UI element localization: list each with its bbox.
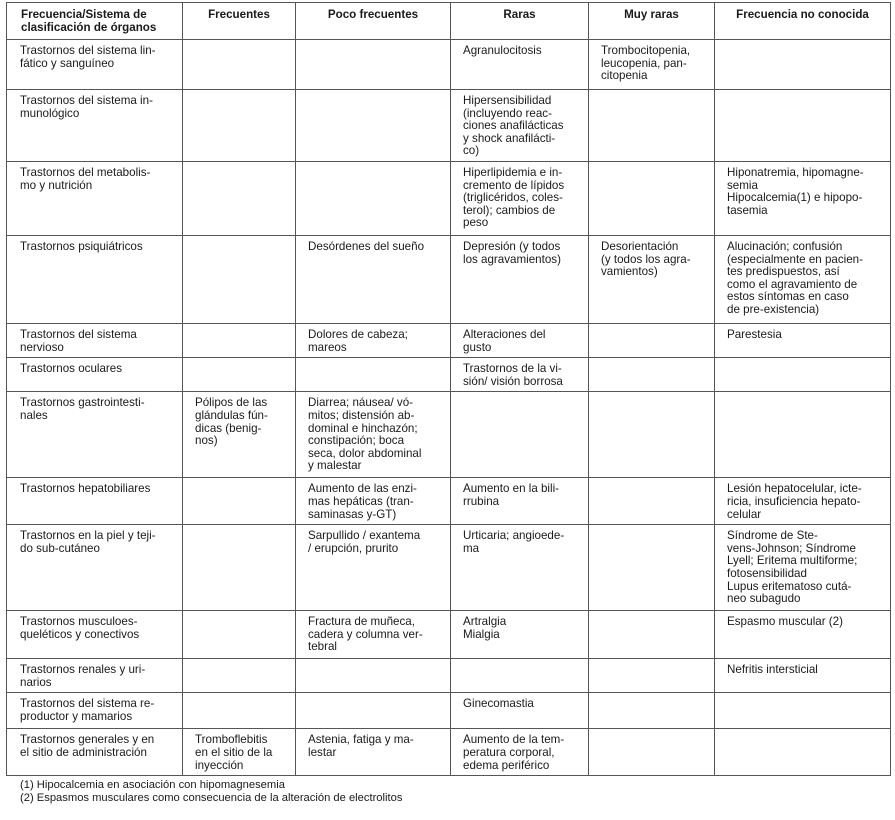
header-uncommon: Poco frecuentes (296, 3, 451, 40)
organ-class-cell: Trastornos del sistema lin- fático y sanguíneo (7, 40, 183, 90)
organ-class-cell: Trastornos generales y en el sitio de administración (7, 729, 183, 776)
very-rare-cell (589, 324, 715, 358)
uncommon-cell (296, 358, 451, 392)
footnote-1: (1) Hipocalcemia en asociación con hipomagnesemia (20, 779, 285, 791)
organ-class-cell: Trastornos oculares (7, 358, 183, 392)
organ-class-cell: Trastornos en la piel y teji- do sub-cutáneo (7, 525, 183, 611)
frequent-cell (183, 693, 296, 729)
unknown-frequency-cell: Espasmo muscular (2) (715, 611, 891, 659)
header-frequent: Frecuentes (183, 3, 296, 40)
unknown-frequency-cell: Lesión hepatocelular, icte- ricia, insuficiencia hepato- celular (715, 478, 891, 525)
very-rare-cell: Desorientación (y todos los agra- vamientos) (589, 236, 715, 324)
rare-cell: Hiperlipidemia e in- cremento de lípidos (triglicéridos, coles- terol); cambios de peso (451, 162, 589, 236)
frequent-cell (183, 525, 296, 611)
footnote-2: (2) Espasmos musculares como consecuencia de la alteración de electrolitos (20, 792, 403, 804)
unknown-frequency-cell (715, 358, 891, 392)
header-rare: Raras (451, 3, 589, 40)
uncommon-cell: Sarpullido / exantema / erupción, prurito (296, 525, 451, 611)
frequent-cell: Tromboflebitis en el sitio de la inyección (183, 729, 296, 776)
frequent-cell (183, 659, 296, 693)
frequent-cell (183, 324, 296, 358)
organ-class-cell: Trastornos gastrointesti- nales (7, 392, 183, 478)
frequent-cell (183, 90, 296, 162)
unknown-frequency-cell: Hiponatremia, hipomagne- semia Hipocalcemia(1) e hipopo- tasemia (715, 162, 891, 236)
rare-cell: Aumento en la bili- rrubina (451, 478, 589, 525)
frequent-cell (183, 236, 296, 324)
table-row (7, 525, 891, 611)
frequent-cell (183, 162, 296, 236)
organ-class-cell: Trastornos del sistema in- munológico (7, 90, 183, 162)
frequent-cell (183, 40, 296, 90)
very-rare-cell (589, 729, 715, 776)
uncommon-cell (296, 162, 451, 236)
uncommon-cell: Astenia, fatiga y ma- lestar (296, 729, 451, 776)
organ-class-cell: Trastornos del sistema nervioso (7, 324, 183, 358)
rare-cell: Ginecomastia (451, 693, 589, 729)
uncommon-cell: Diarrea; náusea/ vó- mitos; distensión ab- dominal e hinchazón; constipación; boca seca, dolor abdominal y malestar (296, 392, 451, 478)
table-row (7, 693, 891, 729)
very-rare-cell (589, 611, 715, 659)
uncommon-cell: Desórdenes del sueño (296, 236, 451, 324)
unknown-frequency-cell (715, 729, 891, 776)
uncommon-cell (296, 90, 451, 162)
frequent-cell: Pólipos de las glándulas fún- dicas (benig- nos) (183, 392, 296, 478)
organ-class-cell: Trastornos del metabolis- mo y nutrición (7, 162, 183, 236)
frequent-cell (183, 358, 296, 392)
table-row (7, 40, 891, 90)
unknown-frequency-cell: Alucinación; confusión (especialmente en pacien- tes predispuestos, así como el agravamiento de estos síntomas en caso de pre-existencia) (715, 236, 891, 324)
uncommon-cell: Dolores de cabeza; mareos (296, 324, 451, 358)
header-organ-class: Frecuencia/Sistema de clasificación de órganos (7, 3, 183, 40)
unknown-frequency-cell (715, 40, 891, 90)
unknown-frequency-cell: Nefritis intersticial (715, 659, 891, 693)
organ-class-cell: Trastornos hepatobiliares (7, 478, 183, 525)
very-rare-cell (589, 90, 715, 162)
rare-cell: Trastornos de la vi- sión/ visión borrosa (451, 358, 589, 392)
table-row (7, 236, 891, 324)
uncommon-cell: Aumento de las enzi- mas hepáticas (tran- saminasas y-GT) (296, 478, 451, 525)
very-rare-cell (589, 478, 715, 525)
very-rare-cell: Trombocitopenia, leucopenia, pan- citopenia (589, 40, 715, 90)
rare-cell: Urticaria; angioede- ma (451, 525, 589, 611)
very-rare-cell (589, 162, 715, 236)
rare-cell: Artralgia Mialgia (451, 611, 589, 659)
table-row (7, 90, 891, 162)
rare-cell: Hipersensibilidad (incluyendo reac- ciones anafilácticas y shock anafilácti- co) (451, 90, 589, 162)
unknown-frequency-cell (715, 392, 891, 478)
table-row (7, 324, 891, 358)
table-row (7, 392, 891, 478)
table-row (7, 162, 891, 236)
table-header-row (7, 3, 891, 40)
table-row (7, 659, 891, 693)
unknown-frequency-cell: Parestesia (715, 324, 891, 358)
uncommon-cell (296, 40, 451, 90)
uncommon-cell: Fractura de muñeca, cadera y columna ver- tebral (296, 611, 451, 659)
rare-cell: Depresión (y todos los agravamientos) (451, 236, 589, 324)
rare-cell: Alteraciones del gusto (451, 324, 589, 358)
organ-class-cell: Trastornos musculoes- queléticos y conectivos (7, 611, 183, 659)
rare-cell (451, 659, 589, 693)
unknown-frequency-cell (715, 90, 891, 162)
very-rare-cell (589, 659, 715, 693)
unknown-frequency-cell: Síndrome de Ste- vens-Johnson; Síndrome Lyell; Eritema multiforme; fotosensibilidad Lupus eritematoso cutá- neo subagudo (715, 525, 891, 611)
frequent-cell (183, 611, 296, 659)
table-row (7, 478, 891, 525)
uncommon-cell (296, 693, 451, 729)
very-rare-cell (589, 525, 715, 611)
organ-class-cell: Trastornos renales y uri- narios (7, 659, 183, 693)
very-rare-cell (589, 358, 715, 392)
header-very-rare: Muy raras (589, 3, 715, 40)
organ-class-cell: Trastornos del sistema re- productor y mamarios (7, 693, 183, 729)
very-rare-cell (589, 693, 715, 729)
organ-class-cell: Trastornos psiquiátricos (7, 236, 183, 324)
rare-cell (451, 392, 589, 478)
table-row (7, 611, 891, 659)
table-row (7, 358, 891, 392)
footnotes (20, 779, 402, 805)
uncommon-cell (296, 659, 451, 693)
frequent-cell (183, 478, 296, 525)
header-unknown-frequency: Frecuencia no conocida (715, 3, 891, 40)
rare-cell: Aumento de la tem- peratura corporal, edema periférico (451, 729, 589, 776)
unknown-frequency-cell (715, 693, 891, 729)
adverse-reactions-table (6, 2, 891, 776)
very-rare-cell (589, 392, 715, 478)
rare-cell: Agranulocitosis (451, 40, 589, 90)
table-row (7, 729, 891, 776)
